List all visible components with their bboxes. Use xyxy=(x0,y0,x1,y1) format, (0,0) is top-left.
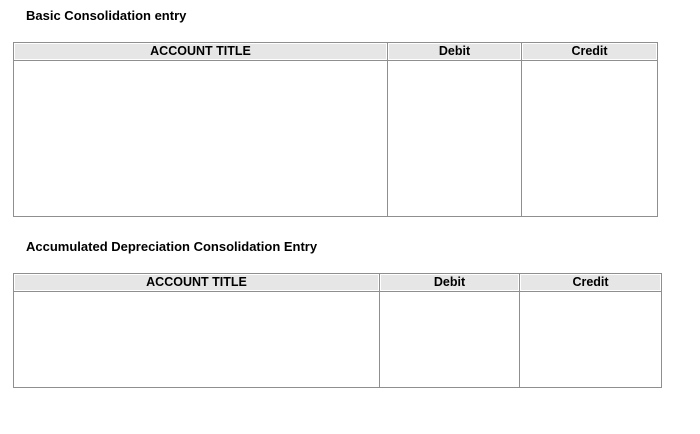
credit-header: Credit xyxy=(522,43,658,61)
account-title-header: ACCOUNT TITLE xyxy=(14,43,388,61)
debit-cell[interactable] xyxy=(380,292,520,388)
accumulated-depreciation-entry-title: Accumulated Depreciation Consolidation Entry xyxy=(26,239,318,254)
accumulated-depreciation-entry-table xyxy=(13,273,662,388)
credit-cell[interactable] xyxy=(520,292,662,388)
table-row xyxy=(14,292,662,388)
account-title-cell[interactable] xyxy=(14,292,380,388)
basic-consolidation-entry-title: Basic Consolidation entry xyxy=(26,8,187,23)
debit-header: Debit xyxy=(388,43,522,61)
debit-cell[interactable] xyxy=(388,61,522,217)
account-title-cell[interactable] xyxy=(14,61,388,217)
table-header-row xyxy=(14,274,662,292)
credit-cell[interactable] xyxy=(522,61,658,217)
basic-consolidation-entry-table xyxy=(13,42,658,217)
debit-header: Debit xyxy=(380,274,520,292)
credit-header: Credit xyxy=(520,274,662,292)
table-header-row xyxy=(14,43,658,61)
account-title-header: ACCOUNT TITLE xyxy=(14,274,380,292)
table-row xyxy=(14,61,658,217)
